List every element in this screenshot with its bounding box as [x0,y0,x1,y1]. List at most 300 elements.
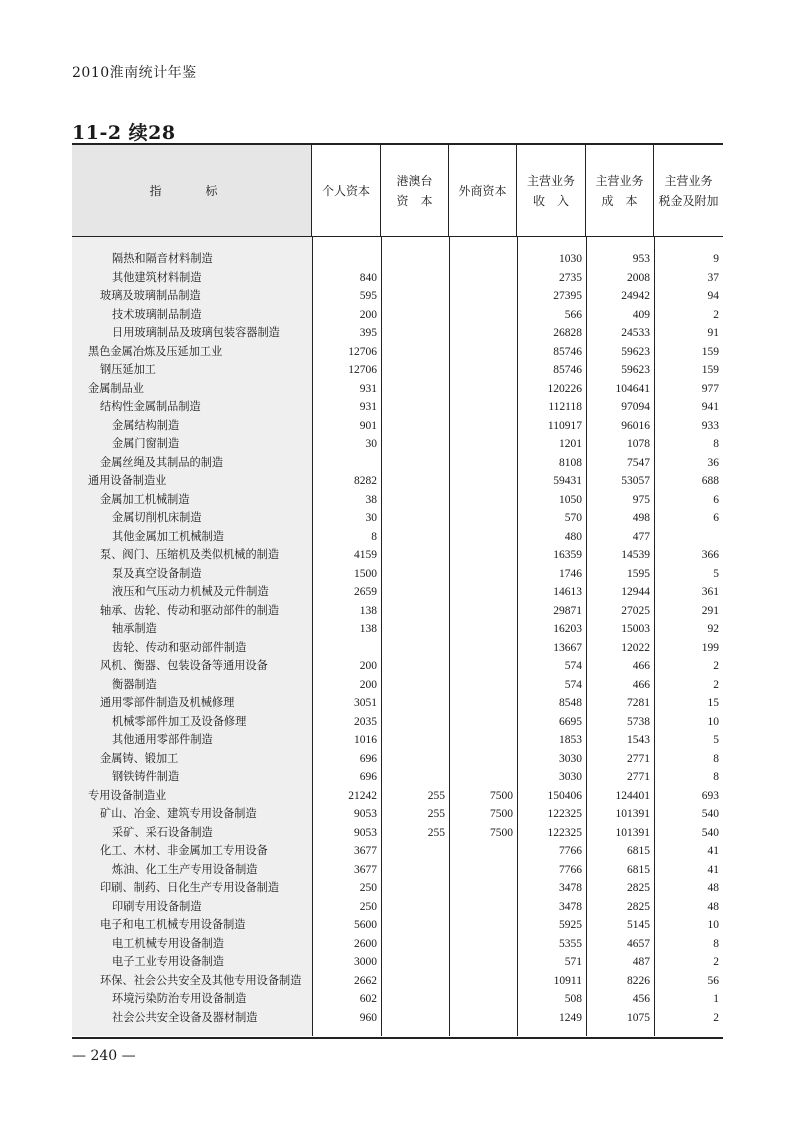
cell-personal: 3051 [354,697,377,709]
cell-personal: 8282 [354,475,377,487]
cell-tax: 91 [707,327,719,339]
cell-revenue: 85746 [553,364,582,376]
table-title: 11-2 续28 [72,122,176,144]
cell-revenue: 5355 [559,937,582,950]
cell-personal: 602 [359,993,377,1005]
table-row [72,787,723,806]
cell-revenue: 14613 [553,586,582,598]
table-row [72,454,723,473]
cell-tax: 36 [707,456,719,469]
row-indicator-name: 金属门窗制造 [112,437,180,450]
table-bottom-rule [72,1037,723,1039]
cell-tax: 2 [713,956,719,968]
cell-revenue: 1249 [559,1011,582,1024]
cell-tax: 56 [707,974,719,987]
table-row [72,472,723,491]
cell-personal: 8 [371,530,377,543]
cell-personal: 1016 [354,734,377,746]
cell-cost: 487 [632,956,650,968]
row-indicator-name: 玻璃及玻璃制品制造 [100,289,201,302]
cell-tax: 688 [701,475,719,487]
row-indicator-name: 印刷、制药、日化生产专用设备制造 [100,881,280,894]
cell-cost: 409 [632,308,650,321]
cell-cost: 6815 [627,845,650,857]
cell-cost: 7281 [627,697,650,709]
cell-foreign [449,861,517,880]
row-indicator-name: 印刷专用设备制造 [112,899,202,913]
cell-hkmt [381,306,449,325]
cell-revenue: 3478 [559,882,582,894]
cell-hkmt [381,417,449,436]
cell-tax: 5 [713,567,719,580]
row-indicator-name: 社会公共安全设备及器材制造 [112,1010,258,1024]
cell-tax: 933 [701,419,719,432]
cell-personal: 12706 [348,364,377,376]
cell-revenue: 574 [564,660,582,672]
cell-foreign: 7500 [490,789,513,802]
cell-revenue: 7766 [559,863,582,876]
row-indicator-name: 结构性金属制品制造 [100,400,201,413]
cell-personal [312,250,381,269]
cell-tax: 41 [707,845,719,857]
cell-cost: 15003 [621,623,650,635]
cell-cost: 1595 [627,567,650,580]
row-indicator-name: 轴承、齿轮、传动和驱动部件的制造 [100,603,280,617]
cell-hkmt [381,972,449,991]
table-row [72,602,723,621]
cell-hkmt [381,990,449,1009]
cell-hkmt [381,509,449,528]
cell-revenue: 10911 [553,974,582,987]
cell-tax: 48 [707,882,719,894]
table-row [72,694,723,713]
cell-tax: 361 [701,586,719,598]
cell-tax: 8 [713,771,719,783]
cell-revenue: 571 [564,956,582,968]
cell-foreign [449,953,517,972]
table-row [72,269,723,288]
cell-cost: 1543 [627,734,650,746]
row-indicator-name: 电工机械专用设备制造 [112,936,224,950]
table-row [72,639,723,658]
column-header-main-revenue: 主营业务 收 入 [517,145,586,236]
cell-hkmt [381,491,449,510]
cell-hkmt [381,324,449,343]
cell-foreign [449,1009,517,1028]
cell-cost: 101391 [615,808,650,820]
cell-cost: 24533 [621,327,650,339]
table-row [72,805,723,824]
row-indicator-name: 金属丝绳及其制品的制造 [100,455,224,469]
cell-cost: 498 [632,512,650,524]
cell-tax: 2 [713,308,719,321]
cell-cost: 24942 [621,290,650,302]
cell-cost: 59623 [621,345,650,358]
cell-tax: 941 [701,401,719,413]
cell-foreign [449,380,517,399]
cell-foreign [449,509,517,528]
table-row [72,620,723,639]
row-indicator-name: 化工、木材、非金属加工专用设备 [100,844,268,857]
cell-foreign [449,472,517,491]
cell-tax: 977 [701,382,719,395]
cell-revenue: 1853 [559,734,582,746]
cell-foreign [449,620,517,639]
cell-personal: 931 [359,401,377,413]
cell-foreign [449,639,517,658]
cell-hkmt [381,343,449,362]
cell-foreign [449,269,517,288]
table-row [72,713,723,732]
cell-foreign [449,657,517,676]
cell-tax: 48 [707,900,719,913]
cell-revenue: 27395 [553,290,582,302]
cell-revenue: 566 [564,308,582,321]
cell-foreign [449,324,517,343]
cell-personal: 2035 [354,715,377,728]
cell-tax: 540 [701,808,719,820]
cell-foreign [449,898,517,917]
row-indicator-name: 泵及真空设备制造 [112,566,202,580]
cell-revenue: 120226 [547,382,582,395]
cell-tax: 199 [701,641,719,654]
cell-cost: 2771 [627,752,650,765]
cell-foreign [449,361,517,380]
column-header-indicator: 指 标 [72,145,312,236]
row-indicator-name: 环保、社会公共安全及其他专用设备制造 [100,973,302,987]
cell-foreign [449,879,517,898]
table-row [72,750,723,769]
cell-cost: 101391 [615,826,650,839]
cell-revenue: 122325 [547,808,582,820]
cell-hkmt [381,676,449,695]
cell-revenue: 2735 [559,271,582,284]
row-indicator-name: 其他建筑材料制造 [112,270,202,284]
cell-personal: 696 [359,752,377,765]
cell-revenue: 59431 [553,475,582,487]
row-indicator-name: 技术玻璃制品制造 [112,307,202,321]
cell-tax: 6 [713,493,719,506]
cell-revenue: 7766 [559,845,582,857]
table-row [72,491,723,510]
cell-hkmt [381,1009,449,1028]
cell-personal: 9053 [354,826,377,839]
table-row [72,990,723,1009]
cell-tax: 8 [713,937,719,950]
table-row [72,417,723,436]
cell-revenue: 3030 [559,752,582,765]
cell-cost: 2771 [627,771,650,783]
cell-revenue: 85746 [553,345,582,358]
cell-hkmt [381,565,449,584]
table-row [72,972,723,991]
cell-hkmt [381,435,449,454]
table-row [72,361,723,380]
cell-revenue: 508 [564,993,582,1005]
cell-personal: 960 [359,1011,377,1024]
row-indicator-name: 泵、阀门、压缩机及类似机械的制造 [100,548,280,561]
cell-cost: 97094 [621,401,650,413]
table-row [72,676,723,695]
cell-personal: 2662 [354,974,377,987]
row-indicator-name: 隔热和隔音材料制造 [112,252,213,265]
cell-foreign: 7500 [490,808,513,820]
row-indicator-name: 炼油、化工生产专用设备制造 [112,862,258,876]
row-indicator-name: 液压和气压动力机械及元件制造 [112,585,269,598]
table-row [72,343,723,362]
cell-hkmt [381,602,449,621]
cell-hkmt [381,528,449,547]
table-row [72,824,723,843]
table-body [72,250,723,1027]
cell-cost: 53057 [621,475,650,487]
row-indicator-name: 环境污染防治专用设备制造 [112,992,247,1005]
cell-personal: 3000 [354,956,377,968]
cell-tax: 159 [701,345,719,358]
cell-personal: 2659 [354,586,377,598]
table-row [72,287,723,306]
table-row [72,861,723,880]
cell-personal: 200 [359,678,377,691]
row-indicator-name: 机械零部件加工及设备修理 [112,714,247,728]
cell-foreign [449,583,517,602]
cell-personal: 250 [359,882,377,894]
row-indicator-name: 电子工业专用设备制造 [112,955,224,968]
cell-personal: 138 [359,623,377,635]
cell-hkmt [381,250,449,269]
cell-hkmt [381,287,449,306]
cell-foreign [449,676,517,695]
cell-personal: 21242 [348,789,377,802]
table-row [72,380,723,399]
cell-hkmt: 255 [427,808,445,820]
cell-hkmt [381,953,449,972]
cell-revenue: 13667 [553,641,582,654]
cell-personal: 38 [365,493,377,506]
row-indicator-name: 电子和电工机械专用设备制造 [100,918,246,931]
cell-personal: 3677 [354,863,377,876]
cell-hkmt [381,694,449,713]
row-indicator-name: 金属加工机械制造 [100,492,190,506]
cell-cost: 104641 [615,382,650,395]
table-row [72,657,723,676]
running-head: 2010淮南统计年鉴 [72,65,197,81]
cell-personal: 250 [359,900,377,913]
cell-hkmt [381,861,449,880]
row-indicator-name: 金属铸、锻加工 [100,751,179,765]
cell-hkmt [381,269,449,288]
cell-personal: 30 [365,512,377,524]
cell-revenue: 3030 [559,771,582,783]
cell-personal: 840 [359,271,377,284]
cell-personal: 696 [359,771,377,783]
cell-foreign [449,990,517,1009]
cell-personal: 200 [359,660,377,672]
row-indicator-name: 日用玻璃制品及玻璃包装容器制造 [112,326,280,339]
cell-hkmt [381,472,449,491]
table-row [72,509,723,528]
cell-revenue: 1746 [559,567,582,580]
cell-foreign [449,250,517,269]
cell-cost: 456 [632,993,650,1005]
cell-personal: 3677 [354,845,377,857]
cell-hkmt [381,639,449,658]
cell-foreign [449,343,517,362]
cell-tax: 41 [707,863,719,876]
table-header [72,145,723,236]
cell-revenue: 1201 [559,438,582,450]
cell-tax [654,528,723,547]
cell-foreign [449,842,517,861]
cell-hkmt [381,879,449,898]
cell-cost: 1078 [627,438,650,450]
cell-foreign [449,435,517,454]
table-row [72,398,723,417]
table-row [72,731,723,750]
cell-revenue: 574 [564,678,582,691]
cell-cost: 27025 [621,604,650,617]
cell-revenue: 112118 [548,401,582,413]
table-row [72,935,723,954]
cell-cost: 14539 [621,549,650,561]
cell-tax: 2 [713,1011,719,1024]
row-indicator-name: 其他金属加工机械制造 [112,529,224,543]
cell-personal: 12706 [348,345,377,358]
cell-tax: 291 [701,604,719,617]
cell-cost: 7547 [627,456,650,469]
cell-revenue: 6695 [559,715,582,728]
cell-revenue: 480 [564,530,582,543]
cell-tax: 159 [701,364,719,376]
cell-revenue: 8548 [559,697,582,709]
row-indicator-name: 通用零部件制造及机械修理 [100,696,235,709]
cell-revenue: 3478 [559,900,582,913]
column-header-main-cost: 主营业务 成 本 [586,145,654,236]
cell-personal: 9053 [354,808,377,820]
cell-foreign [449,454,517,473]
cell-tax: 693 [701,789,719,802]
cell-tax: 6 [713,512,719,524]
cell-cost: 1075 [627,1011,650,1024]
column-header-main-tax: 主营业务 税金及附加 [658,173,719,208]
cell-personal: 395 [359,327,377,339]
cell-cost: 2825 [627,900,650,913]
cell-hkmt [381,657,449,676]
cell-personal: 1500 [354,567,377,580]
cell-tax: 366 [701,549,719,561]
cell-revenue: 8108 [559,456,582,469]
cell-cost: 12944 [621,586,650,598]
row-indicator-name: 齿轮、传动和驱动部件制造 [112,640,247,654]
cell-foreign [449,750,517,769]
row-indicator-name: 衡器制造 [112,677,157,691]
cell-foreign [449,417,517,436]
cell-tax: 1 [713,993,719,1005]
cell-hkmt [381,731,449,750]
table-row [72,768,723,787]
row-indicator-name: 矿山、冶金、建筑专用设备制造 [100,807,257,820]
cell-personal: 4159 [354,549,377,561]
cell-hkmt [381,750,449,769]
cell-personal: 200 [359,308,377,321]
cell-cost: 59623 [621,364,650,376]
cell-tax: 2 [713,678,719,691]
row-indicator-name: 金属制品业 [88,381,144,395]
cell-hkmt [381,935,449,954]
cell-cost: 5738 [627,715,650,728]
cell-revenue: 26828 [553,327,582,339]
row-indicator-name: 金属结构制造 [112,418,180,432]
cell-foreign [449,713,517,732]
cell-personal: 595 [359,290,377,302]
cell-revenue: 122325 [547,826,582,839]
cell-cost: 466 [632,678,650,691]
cell-hkmt [381,361,449,380]
table-row [72,1009,723,1028]
cell-cost: 5145 [627,919,650,931]
cell-hkmt [381,768,449,787]
cell-foreign: 7500 [490,826,513,839]
cell-foreign [449,565,517,584]
table-row [72,565,723,584]
cell-personal: 5600 [354,919,377,931]
table-row [72,324,723,343]
cell-cost: 466 [632,660,650,672]
table-row [72,898,723,917]
row-indicator-name: 其他通用零部件制造 [112,733,213,746]
table-row [72,583,723,602]
cell-personal: 30 [365,438,377,450]
cell-revenue: 5925 [559,919,582,931]
cell-cost: 2825 [627,882,650,894]
cell-tax: 8 [713,752,719,765]
cell-revenue: 110917 [547,419,582,432]
cell-personal: 138 [359,604,377,617]
cell-tax: 8 [713,438,719,450]
cell-foreign [449,528,517,547]
cell-cost: 6815 [627,863,650,876]
cell-tax: 5 [713,734,719,746]
table-row [72,916,723,935]
cell-tax: 92 [707,623,719,635]
table-row [72,953,723,972]
cell-tax: 10 [707,919,719,931]
cell-hkmt [381,546,449,565]
cell-cost: 2008 [627,271,650,284]
cell-revenue: 570 [564,512,582,524]
row-indicator-name: 黑色金属冶炼及压延加工业 [88,344,223,358]
cell-tax: 540 [701,826,719,839]
row-indicator-name: 风机、衡器、包装设备等通用设备 [100,659,268,672]
cell-foreign [449,602,517,621]
cell-personal: 2600 [354,937,377,950]
cell-hkmt [381,842,449,861]
cell-hkmt [381,898,449,917]
cell-foreign [449,491,517,510]
cell-cost: 953 [632,253,650,265]
cell-tax: 2 [713,660,719,672]
row-indicator-name: 轴承制造 [112,622,157,635]
column-header-personal-capital: 个人资本 [312,145,381,236]
cell-personal: 931 [359,382,377,395]
cell-hkmt [381,380,449,399]
cell-cost: 477 [632,530,650,543]
cell-foreign [449,972,517,991]
table-row [72,528,723,547]
row-indicator-name: 采矿、采石设备制造 [112,825,213,839]
cell-tax: 9 [713,253,719,265]
row-indicator-name: 专用设备制造业 [88,788,167,802]
